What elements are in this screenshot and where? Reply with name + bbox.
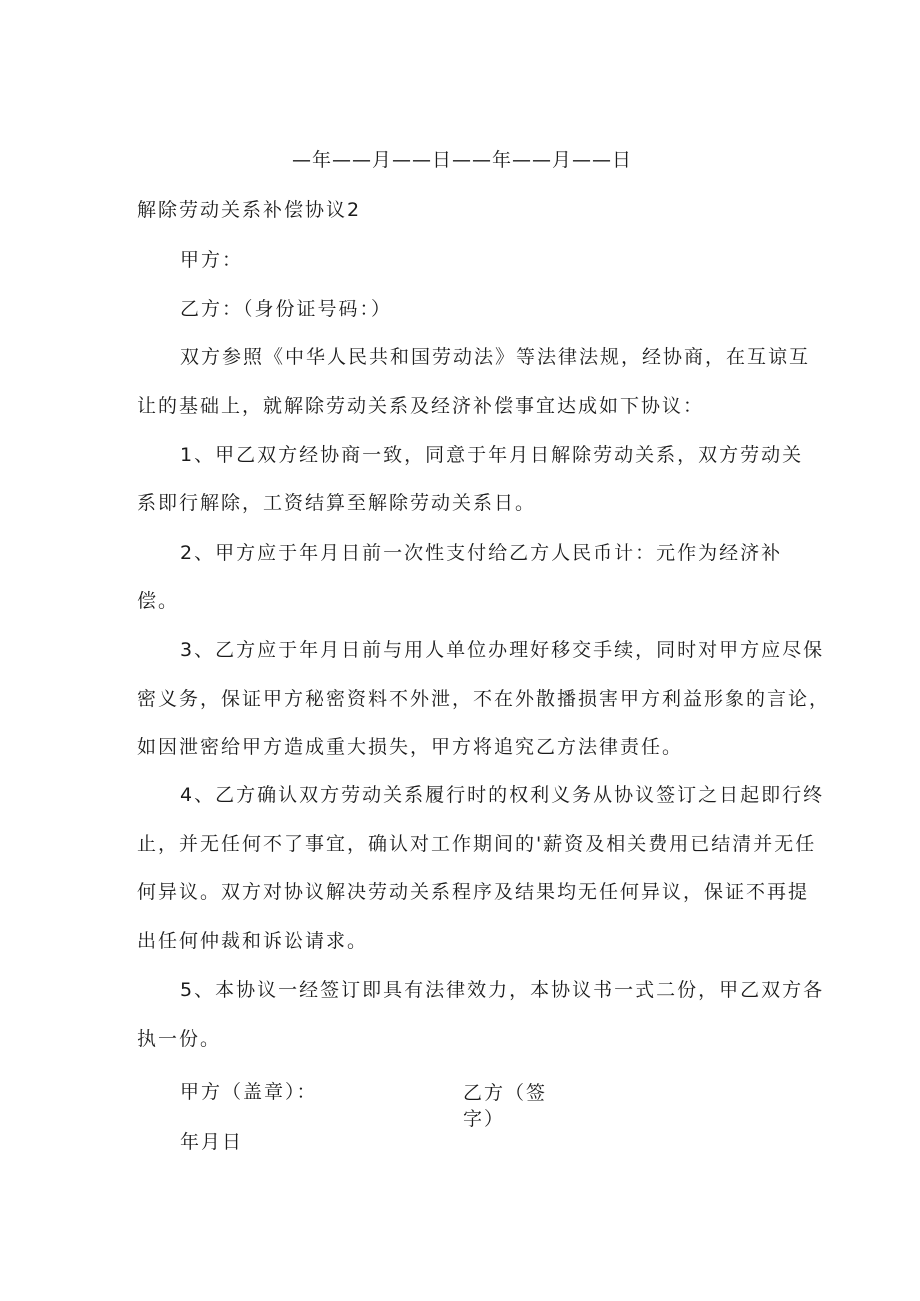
intro-line-2: 让的基础上，就解除劳动关系及经济补偿事宜达成如下协议： [137, 395, 705, 417]
party-a-seal-label: 甲方（盖章）： [180, 1081, 318, 1103]
clause-2-line-2: 偿。 [137, 590, 180, 612]
document-title: 解除劳动关系补偿协议2 [137, 199, 362, 221]
clause-4-line-1: 4、乙方确认双方劳动关系履行时的权利义务从协议签订之日起即行终 [180, 784, 825, 806]
party-b-sign-label-line-2: 字） [463, 1108, 506, 1130]
clause-3-line-2: 密义务，保证甲方秘密资料不外泄，不在外散播损害甲方利益形象的言论， [137, 688, 831, 710]
clause-4-line-4: 出任何仲裁和诉讼请求。 [137, 930, 369, 952]
date-line: —年——月——日——年——月——日 [292, 149, 633, 171]
clause-5-line-2: 执一份。 [137, 1028, 222, 1050]
intro-line-1: 双方参照《中华人民共和国劳动法》等法律法规，经协商，在互谅互 [180, 346, 811, 368]
clause-1-line-1: 1、甲乙双方经协商一致，同意于年月日解除劳动关系，双方劳动关 [180, 444, 804, 466]
clause-4-line-3: 何异议。双方对协议解决劳动关系程序及结果均无任何异议，保证不再提 [137, 881, 810, 903]
clause-1-line-2: 系即行解除，工资结算至解除劳动关系日。 [137, 492, 537, 514]
clause-3-line-1: 3、乙方应于年月日前与用人单位办理好移交手续，同时对甲方应尽保 [180, 639, 825, 661]
clause-3-line-3: 如因泄密给甲方造成重大损失，甲方将追究乙方法律责任。 [137, 736, 684, 758]
party-b-sign-label-line-1: 乙方（签 [463, 1082, 548, 1104]
clause-2-line-1: 2、甲方应于年月日前一次性支付给乙方人民币计：元作为经济补 [180, 542, 783, 564]
clause-5-line-1: 5、本协议一经签订即具有法律效力，本协议书一式二份，甲乙双方各 [180, 979, 825, 1001]
sign-date: 年月日 [180, 1131, 244, 1153]
party-b-label: 乙方：（身份证号码：） [180, 298, 393, 320]
clause-4-line-2: 止，并无任何不了事宜，确认对工作期间的'薪资及相关费用已结清并无任 [137, 833, 817, 855]
party-a-label: 甲方： [180, 249, 244, 271]
